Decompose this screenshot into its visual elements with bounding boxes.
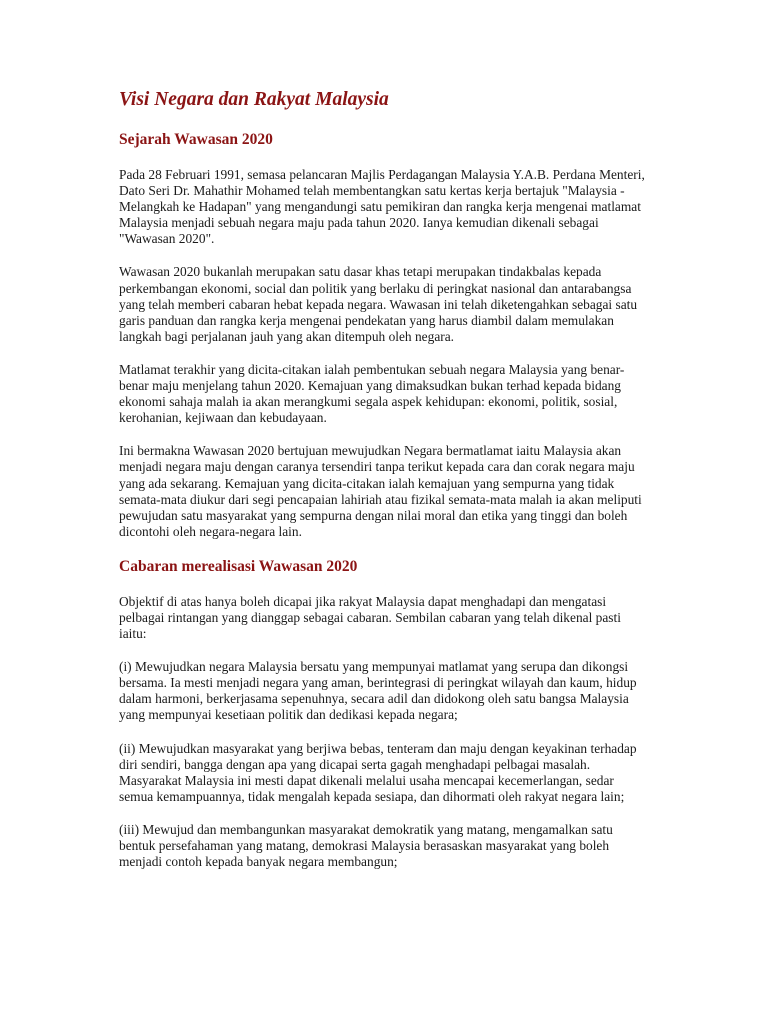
paragraph: Wawasan 2020 bukanlah merupakan satu dasar khas tetapi merupakan tindakbalas kepada perkembangan ekonomi, social dan politik yang berlaku di peringkat nasional dan antarabangsa yang telah memberi cabaran hebat kepada negara. Wawasan ini telah diketengahkan sebagai satu garis panduan dan rangka kerja mengenai pendekatan yang harus diambil dalam memulakan langkah bagi perjalanan jauh yang akan ditempuh oleh negara. — [119, 264, 638, 344]
document-page — [119, 88, 651, 887]
paragraph: (i) Mewujudkan negara Malaysia bersatu yang mempunyai matlamat yang serupa dan dikongsi bersama. Ia mesti menjadi negara yang aman, berintegrasi di peringkat wilayah dan kaum, hidup dalam harmoni, berkerjasama sepenuhnya, secara adil dan didokong oleh satu bangsa Malaysia yang mempunyai kesetiaan politik dan dedikasi kepada negara; — [119, 659, 637, 723]
section-heading: Sejarah Wawasan 2020 — [119, 131, 273, 148]
paragraph: (iii) Mewujud dan membangunkan masyarakat demokratik yang matang, mengamalkan satu bentuk persefahaman yang matang, demokrasi Malaysia berasaskan masyarakat yang boleh menjadi contoh kepada banyak negara membangun; — [119, 821, 613, 870]
section-sejarah-wawasan — [119, 130, 651, 540]
section-cabaran — [119, 557, 651, 870]
paragraph: Objektif di atas hanya boleh dicapai jika rakyat Malaysia dapat menghadapi dan mengatasi pelbagai rintangan yang dianggap sebagai cabaran. Sembilan cabaran yang telah dikenal pasti iaitu: — [119, 593, 621, 642]
paragraph: (ii) Mewujudkan masyarakat yang berjiwa bebas, tenteram dan maju dengan keyakinan terhadap diri sendiri, bangga dengan apa yang dicapai serta gagah menghadapi pelbagai masalah. Masyarakat Malaysia ini mesti dapat dikenali melalui usaha mencapai kecemerlangan, sedar semua kemampuannya, tidak mengalah kepada sesiapa, dan dihormati oleh rakyat negara lain; — [119, 740, 637, 804]
paragraph: Ini bermakna Wawasan 2020 bertujuan mewujudkan Negara bermatlamat iaitu Malaysia akan menjadi negara maju dengan caranya tersendiri tanpa terikut kepada cara dan corak negara maju yang ada sekarang. Kemajuan yang dicita-citakan ialah kemajuan yang sempurna yang tidak semata-mata diukur dari segi pencapaian lahiriah atau fizikal semata-mata malah ia akan meliputi pewujudan satu masyarakat yang sempurna dengan nilai moral dan etika yang tinggi dan boleh dicontohi oleh negara-negara lain. — [119, 443, 642, 539]
section-heading: Cabaran merealisasi Wawasan 2020 — [119, 557, 358, 575]
paragraph: Matlamat terakhir yang dicita-citakan ialah pembentukan sebuah negara Malaysia yang benar-benar maju menjelang tahun 2020. Kemajuan yang dimaksudkan bukan terhad kepada bidang ekonomi sahaja malah ia akan merangkumi segala aspek kehidupan: ekonomi, politik, sosial, kerohanian, kejiwaan dan kebudayaan. — [119, 361, 625, 426]
paragraph: Pada 28 Februari 1991, semasa pelancaran Majlis Perdagangan Malaysia Y.A.B. Perdana Menteri, Dato Seri Dr. Mahathir Mohamed telah membentangkan satu kertas kerja bertajuk "Malaysia - Melangkah ke Hadapan" yang mengandungi satu pemikiran dan rangka kerja mengenai matlamat Malaysia menjadi sebuah negara maju pada tahun 2020. Ianya kemudian dikenali sebagai "Wawasan 2020". — [119, 167, 645, 247]
document-title: Visi Negara dan Rakyat Malaysia — [119, 89, 389, 110]
